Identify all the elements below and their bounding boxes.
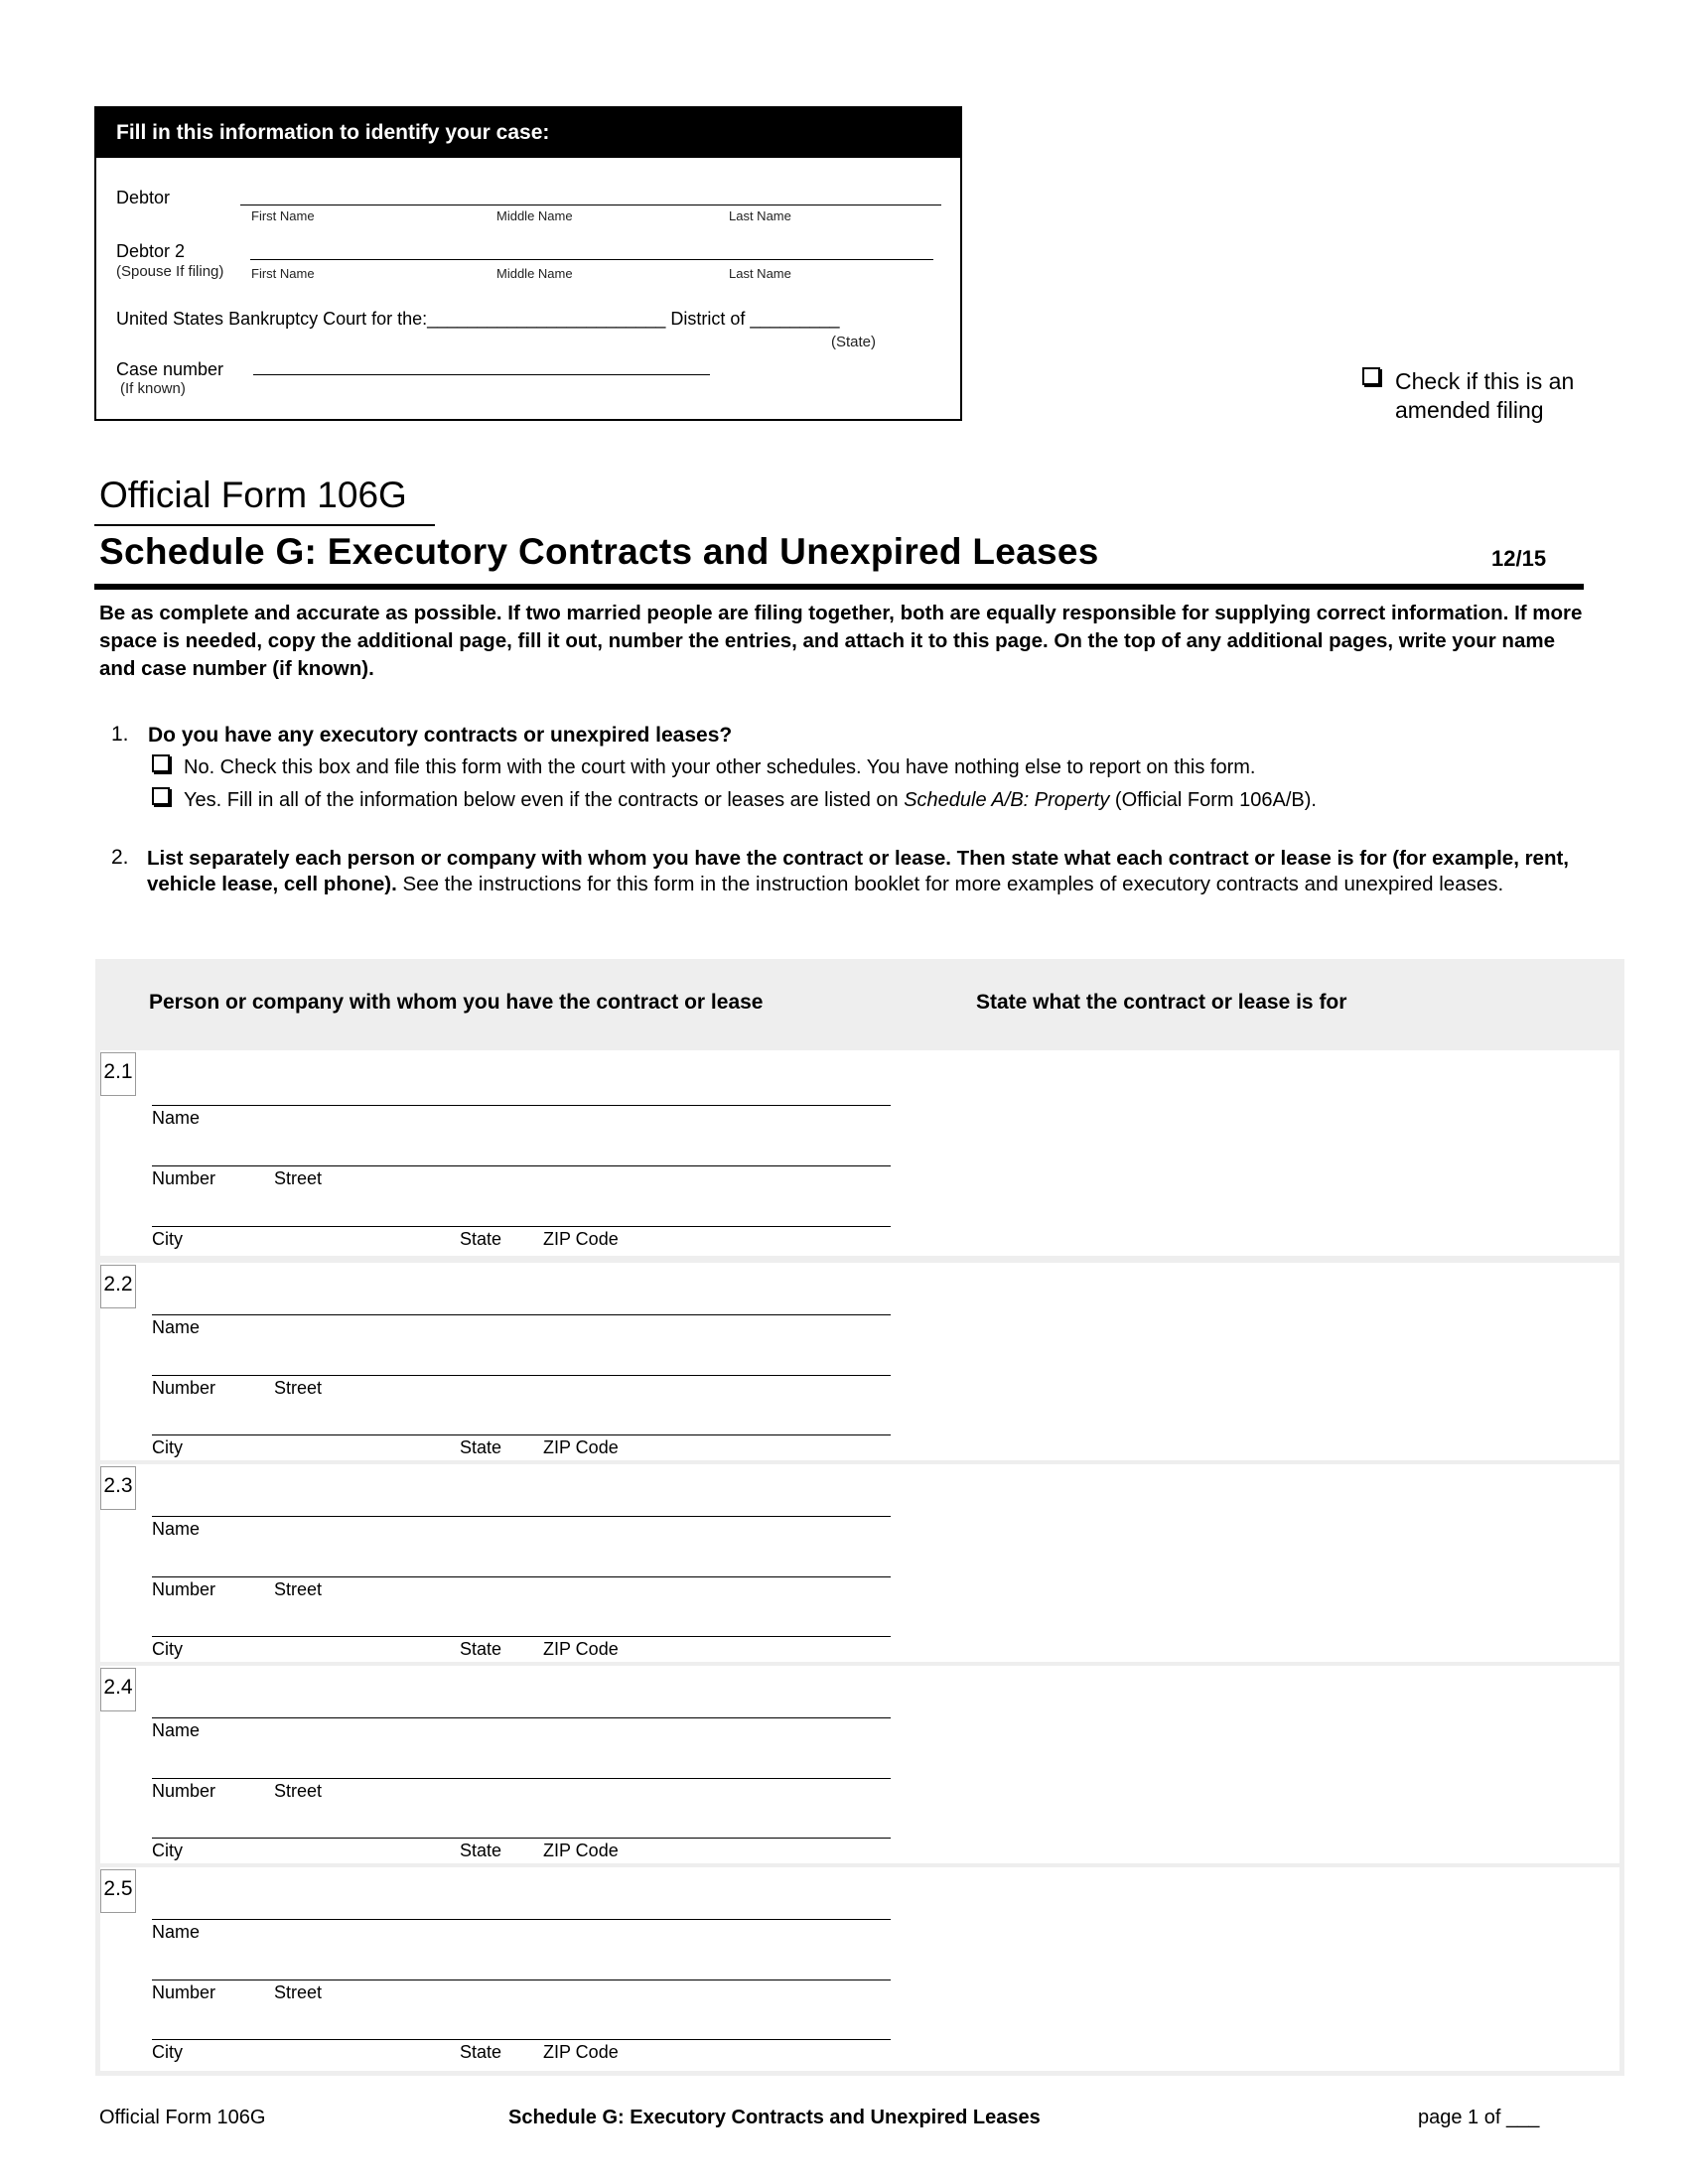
contract-purpose-field[interactable]: [940, 1666, 1619, 1863]
name-field[interactable]: [152, 1516, 891, 1517]
zip-label: ZIP Code: [543, 1841, 619, 1860]
name-label: Name: [152, 1317, 201, 1337]
debtor2-name-field[interactable]: [250, 259, 933, 260]
q1-text: Do you have any executory contracts or unexpired leases?: [148, 724, 733, 747]
street-label: Street: [274, 1781, 323, 1801]
city-state-zip-field[interactable]: [152, 1434, 891, 1435]
q2-bold-text: List separately each person or company with whom you have the contract or lease. Then state what each contract or lease is for (for example, rent, vehicle lease, cell phone).: [147, 847, 1570, 895]
name-field[interactable]: [152, 1314, 891, 1315]
col-header-person: Person or company with whom you have the contract or lease: [149, 991, 764, 1014]
state-label: State: [460, 1639, 502, 1659]
case-number-sub-label: (If known): [120, 380, 186, 397]
table-row: [100, 1464, 1619, 1662]
intro-instructions: Be as complete and accurate as possible. If two married people are filing together, both are equally responsible for supplying correct information. If more space is needed, copy the additional page, fill it out, number the entries, and attach it to this page. On the top of any additional pages, write your name and case number (if known).: [99, 602, 1583, 680]
schedule-title: Schedule G: Executory Contracts and Unexpired Leases: [99, 531, 1099, 572]
debtor2-last-name-label: Last Name: [729, 266, 791, 281]
q2-rest-text: See the instructions for this form in the instruction booklet for more examples of executory contracts and unexpired leases.: [396, 873, 1504, 895]
state-sub-label: (State): [831, 334, 877, 350]
number-label: Number: [152, 1168, 216, 1188]
name-field[interactable]: [152, 1717, 891, 1718]
row-number: 2.2: [100, 1265, 136, 1308]
city-label: City: [152, 1841, 183, 1860]
case-number-label: Case number: [116, 359, 224, 379]
debtor-last-name-label: Last Name: [729, 208, 791, 223]
row-number: 2.1: [100, 1052, 136, 1096]
contract-purpose-field[interactable]: [940, 1867, 1619, 2071]
state-label: State: [460, 1229, 502, 1249]
name-label: Name: [152, 1108, 201, 1128]
name-label: Name: [152, 1720, 201, 1740]
city-state-zip-field[interactable]: [152, 1838, 891, 1839]
amended-label-line2: amended filing: [1395, 397, 1544, 423]
number-label: Number: [152, 1781, 216, 1801]
number-label: Number: [152, 1579, 216, 1599]
q2-number: 2.: [111, 846, 129, 869]
q1-yes-suffix: (Official Form 106A/B).: [1109, 789, 1317, 811]
q1-yes-checkbox[interactable]: [152, 787, 170, 805]
zip-label: ZIP Code: [543, 1229, 619, 1249]
q1-no-label: No. Check this box and file this form with the court with your other schedules. You have nothing else to report on this form.: [184, 756, 1256, 778]
city-state-zip-field[interactable]: [152, 1226, 891, 1227]
court-district-line[interactable]: United States Bankruptcy Court for the:________________________ District of _________: [116, 309, 840, 329]
street-label: Street: [274, 1168, 323, 1188]
city-state-zip-field[interactable]: [152, 1636, 891, 1637]
q1-no-checkbox[interactable]: [152, 754, 170, 772]
street-label: Street: [274, 1378, 323, 1398]
debtor2-sub-label: (Spouse If filing): [116, 263, 224, 280]
street-field[interactable]: [152, 1576, 891, 1577]
table-row: [100, 1050, 1619, 1256]
street-field[interactable]: [152, 1979, 891, 1980]
case-info-box: [94, 106, 962, 421]
street-field[interactable]: [152, 1165, 891, 1166]
official-form-name: Official Form 106G: [99, 475, 407, 515]
city-label: City: [152, 1437, 183, 1457]
debtor2-middle-name-label: Middle Name: [496, 266, 573, 281]
name-field[interactable]: [152, 1105, 891, 1106]
state-label: State: [460, 1437, 502, 1457]
case-number-field[interactable]: [253, 374, 710, 375]
contract-purpose-field[interactable]: [940, 1050, 1619, 1256]
q1-yes-label: [184, 789, 1317, 812]
contract-purpose-field[interactable]: [940, 1464, 1619, 1662]
amended-checkbox[interactable]: [1362, 367, 1380, 385]
footer-form-name: Official Form 106G: [99, 2107, 266, 2128]
street-label: Street: [274, 1579, 323, 1599]
amended-label-line1: Check if this is an: [1395, 368, 1575, 394]
number-label: Number: [152, 1378, 216, 1398]
debtor2-first-name-label: First Name: [251, 266, 315, 281]
form-name-rule: [94, 524, 435, 526]
debtor2-label: Debtor 2: [116, 241, 186, 261]
table-row: [100, 1867, 1619, 2071]
name-label: Name: [152, 1519, 201, 1539]
table-row: [100, 1666, 1619, 1863]
debtor-first-name-label: First Name: [251, 208, 315, 223]
row-number: 2.5: [100, 1869, 136, 1913]
col-header-purpose: State what the contract or lease is for: [976, 991, 1347, 1014]
city-label: City: [152, 1639, 183, 1659]
city-label: City: [152, 2042, 183, 2062]
row-number: 2.4: [100, 1668, 136, 1711]
city-label: City: [152, 1229, 183, 1249]
footer-page-number: page 1 of ___: [1418, 2107, 1540, 2128]
debtor-label: Debtor: [116, 188, 171, 207]
title-rule: [94, 584, 1584, 590]
q1-yes-prefix: Yes. Fill in all of the information below even if the contracts or leases are listed on: [184, 789, 905, 811]
street-field[interactable]: [152, 1375, 891, 1376]
zip-label: ZIP Code: [543, 1639, 619, 1659]
street-label: Street: [274, 1982, 323, 2002]
name-field[interactable]: [152, 1919, 891, 1920]
street-field[interactable]: [152, 1778, 891, 1779]
city-state-zip-field[interactable]: [152, 2039, 891, 2040]
q1-yes-italic: Schedule A/B: Property: [904, 789, 1110, 811]
q1-number: 1.: [111, 723, 129, 746]
table-row: [100, 1263, 1619, 1460]
footer-title: Schedule G: Executory Contracts and Unexpired Leases: [508, 2107, 1041, 2128]
contract-purpose-field[interactable]: [940, 1263, 1619, 1460]
state-label: State: [460, 2042, 502, 2062]
name-label: Name: [152, 1922, 201, 1942]
row-number: 2.3: [100, 1466, 136, 1510]
number-label: Number: [152, 1982, 216, 2002]
zip-label: ZIP Code: [543, 1437, 619, 1457]
state-label: State: [460, 1841, 502, 1860]
form-version: 12/15: [1491, 546, 1547, 571]
case-info-header: Fill in this information to identify your case:: [96, 108, 960, 158]
debtor-middle-name-label: Middle Name: [496, 208, 573, 223]
q2-text: [147, 846, 1597, 897]
zip-label: ZIP Code: [543, 2042, 619, 2062]
